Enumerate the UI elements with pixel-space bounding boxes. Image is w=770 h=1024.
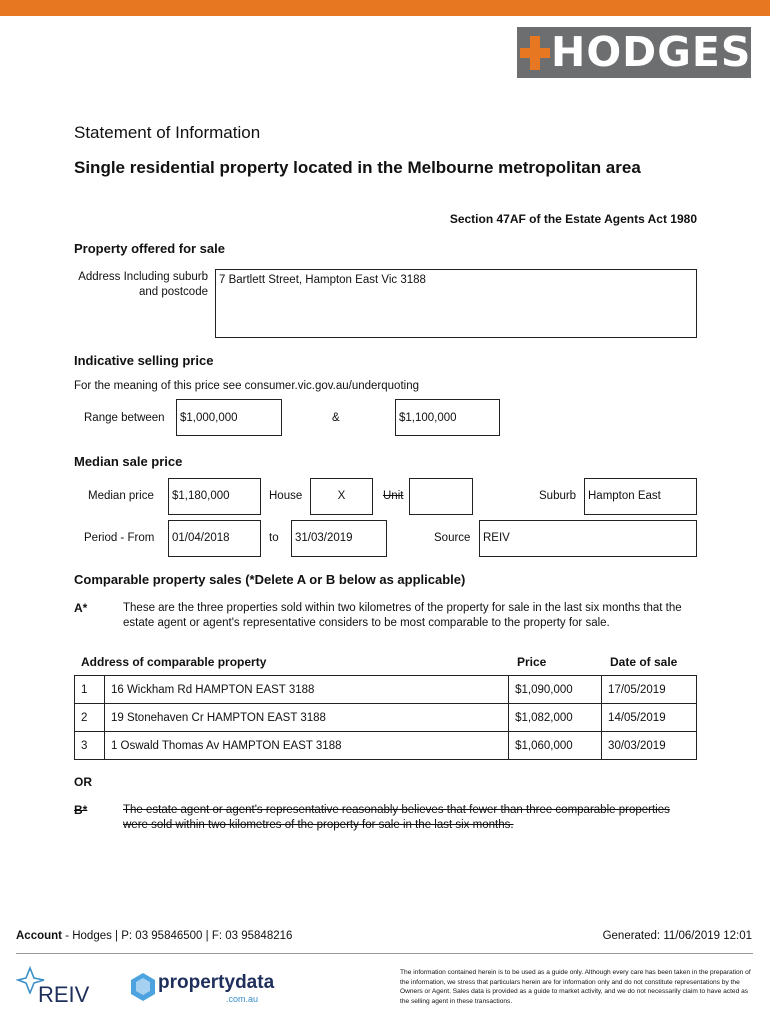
account-details: - Hodges | P: 03 95846500 | F: 03 95848216 — [65, 930, 293, 942]
propertydata-text: propertydata — [158, 972, 275, 993]
propertydata-hex-icon — [130, 972, 156, 1002]
row-number: 3 — [75, 732, 105, 760]
row-date[interactable]: 30/03/2019 — [602, 732, 697, 760]
col-address-header: Address of comparable property — [81, 655, 267, 669]
indicative-heading: Indicative selling price — [74, 353, 214, 368]
or-separator: OR — [74, 775, 92, 789]
reiv-logo — [16, 966, 91, 1008]
col-date-header: Date of sale — [610, 655, 678, 669]
suburb-label: Suburb — [539, 490, 577, 502]
account-label: Account — [16, 930, 62, 942]
median-heading: Median sale price — [74, 454, 183, 469]
section-reference: Section 47AF of the Estate Agents Act 1980 — [449, 212, 697, 226]
generated-timestamp: Generated: 11/06/2019 12:01 — [602, 930, 752, 942]
footer-divider — [16, 953, 753, 954]
underquoting-note: For the meaning of this price see consumer.vic.gov.au/underquoting — [74, 380, 419, 392]
property-heading: Property offered for sale — [74, 241, 225, 256]
propertydata-logo — [130, 970, 275, 1008]
option-a-marker: A* — [74, 601, 88, 615]
source-label: Source — [434, 532, 471, 544]
row-date[interactable]: 14/05/2019 — [602, 704, 697, 732]
period-to-field[interactable]: 31/03/2019 — [291, 520, 387, 557]
hodges-logo — [517, 27, 751, 78]
suburb-field[interactable]: Hampton East — [584, 478, 697, 515]
row-price[interactable]: $1,060,000 — [509, 732, 602, 760]
row-price[interactable]: $1,090,000 — [509, 676, 602, 704]
row-address[interactable]: 19 Stonehaven Cr HAMPTON EAST 3188 — [104, 704, 508, 732]
range-high-field[interactable]: $1,100,000 — [395, 399, 500, 436]
table-row — [75, 732, 697, 760]
account-info — [16, 930, 292, 942]
row-address[interactable]: 16 Wickham Rd HAMPTON EAST 3188 — [104, 676, 508, 704]
range-ampersand: & — [332, 412, 340, 424]
document-title: Single residential property located in the Melbourne metropolitan area — [74, 158, 641, 177]
house-field[interactable]: X — [310, 478, 373, 515]
period-from-field[interactable]: 01/04/2018 — [168, 520, 261, 557]
table-row — [75, 676, 697, 704]
period-from-label: Period - From — [84, 532, 155, 544]
option-b-text: The estate agent or agent's representative reasonably believes that fewer than three comparable properties were sold within two kilometres of the property for sale in the last six months. — [123, 804, 670, 831]
col-price-header: Price — [517, 655, 547, 669]
row-number: 2 — [75, 704, 105, 732]
comparable-table — [74, 675, 697, 760]
logo-text: HODGES — [551, 28, 752, 76]
range-low-field[interactable]: $1,000,000 — [176, 399, 282, 436]
top-accent-bar — [0, 0, 770, 16]
row-price[interactable]: $1,082,000 — [509, 704, 602, 732]
row-address[interactable]: 1 Oswald Thomas Av HAMPTON EAST 3188 — [104, 732, 508, 760]
address-label: Address Including suburb and postcode — [78, 271, 208, 298]
period-to-label: to — [269, 532, 279, 544]
range-label: Range between — [84, 412, 165, 424]
unit-label: Unit — [383, 490, 404, 502]
table-row — [75, 704, 697, 732]
median-price-label: Median price — [88, 490, 154, 502]
comparable-heading: Comparable property sales (*Delete A or B below as applicable) — [74, 572, 466, 587]
row-number: 1 — [75, 676, 105, 704]
median-price-field[interactable]: $1,180,000 — [168, 478, 261, 515]
source-field[interactable]: REIV — [479, 520, 697, 557]
unit-field[interactable] — [409, 478, 473, 515]
logo-plus-horizontal — [520, 48, 550, 58]
address-field[interactable]: 7 Bartlett Street, Hampton East Vic 3188 — [215, 269, 697, 338]
propertydata-domain: .com.au — [226, 994, 259, 1004]
statement-heading: Statement of Information — [74, 123, 261, 142]
row-date[interactable]: 17/05/2019 — [602, 676, 697, 704]
reiv-text: REIV — [38, 982, 90, 1007]
house-label: House — [269, 490, 303, 502]
option-a-text: These are the three properties sold within two kilometres of the property for sale in the last six months that the estate agent or agent's representative considers to be most comparable to the property for sale. — [123, 602, 682, 629]
disclaimer-text: The information contained herein is to be used as a guide only. Although every care has been taken in the preparation of the information, we stress that particulars herein are for information only and do not constitute representations by the Owners or Agent. Sales data is provided as a guide to market activity, and we do not necessarily claim to have acted as the selling agent in these transactions. — [400, 969, 751, 1005]
option-b-marker: B* — [74, 803, 88, 817]
